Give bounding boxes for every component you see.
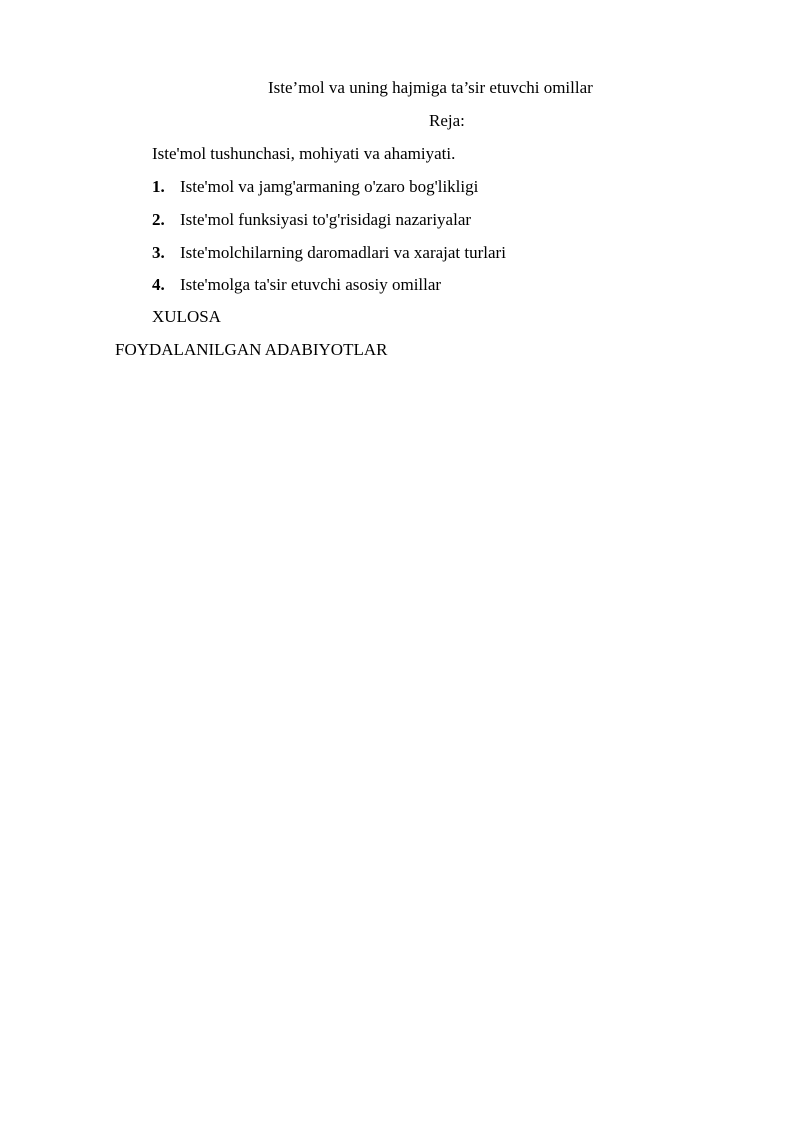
list-item-number: 2. xyxy=(152,210,165,229)
plan-list-item xyxy=(152,210,471,230)
list-item-number: 3. xyxy=(152,243,165,262)
plan-list-item xyxy=(152,177,478,197)
references-heading: FOYDALANILGAN ADABIYOTLAR xyxy=(115,340,388,359)
list-item-text: Iste'mol funksiyasi to'g'risidagi nazariyalar xyxy=(180,210,472,229)
plan-list-item xyxy=(152,243,506,263)
plan-intro-item: Iste'mol tushunchasi, mohiyati va ahamiyati. xyxy=(152,144,456,163)
list-item-number: 1. xyxy=(152,177,165,196)
plan-heading: Reja: xyxy=(429,111,465,130)
list-item-number: 4. xyxy=(152,275,165,294)
document-title: Iste’mol va uning hajmiga ta’sir etuvchi omillar xyxy=(268,78,593,97)
list-item-text: Iste'molchilarning daromadlari va xarajat turlari xyxy=(180,243,506,262)
list-item-text: Iste'molga ta'sir etuvchi asosiy omillar xyxy=(180,275,442,294)
conclusion-heading: XULOSA xyxy=(152,307,221,326)
plan-list-item xyxy=(152,275,441,295)
list-item-text: Iste'mol va jamg'armaning o'zaro bog'likligi xyxy=(180,177,479,196)
